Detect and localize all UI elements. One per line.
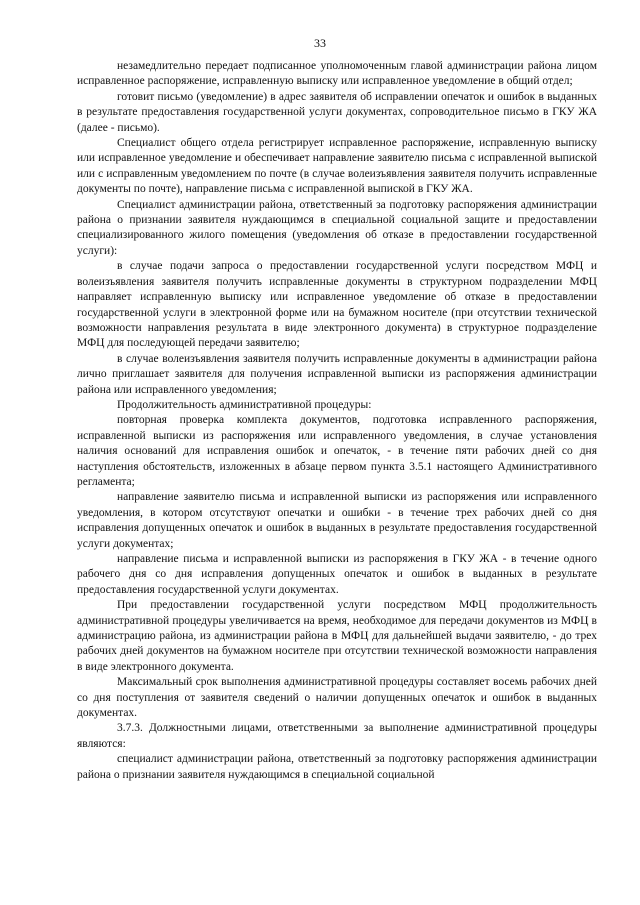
page-number: 33 [314, 36, 326, 50]
paragraph: 3.7.3. Должностными лицами, ответственными за выполнение административной процедуры являются: [77, 722, 597, 750]
paragraph: Максимальный срок выполнения административной процедуры составляет восемь рабочих дней со дня поступления от заявителя сведений о наличии допущенных опечаток и ошибок в выданных документах. [77, 676, 597, 720]
paragraph: Продолжительность административной процедуры: [117, 398, 372, 411]
paragraph: повторная проверка комплекта документов, подготовка исправленного распоряжения, исправленной выписки из распоряжения или исправленного уведомления, в случае установления наличия оснований для исправления ошибок и опечаток, - в течение пяти рабочих дней со дня наступления обстоятельств, изложенных в абзаце первом пункта 3.5.1 настоящего Административного регламента; [77, 414, 597, 488]
paragraph: незамедлительно передает подписанное уполномоченным главой администрации района лицом исправленное распоряжение, исправленную выписку или исправленное уведомление в общий отдел; [77, 60, 597, 88]
paragraph: готовит письмо (уведомление) в адрес заявителя об исправлении опечаток и ошибок в выданных в результате предоставления государственной услуги документах, сопроводительное письмо в ГКУ ЖА (далее - письмо). [77, 90, 597, 134]
paragraph: Специалист администрации района, ответственный за подготовку распоряжения администрации района о признании заявителя нуждающимся в специальной социальной защите и предоставлении специализированного жилого помещения (уведомления об отказе в предоставлении государственной услуги): [77, 198, 597, 257]
paragraph: в случае подачи запроса о предоставлении государственной услуги посредством МФЦ и волеизъявления заявителя получить исправленные документы в структурном подразделении МФЦ направляет исправленную выписку или исправленное уведомление об отказе в предоставлении государственной услуги в электронной форме или на бумажном носителе (при отсутствии технической возможности направления результата в виде электронного документа) в структурное подразделение МФЦ для последующей передачи заявителю; [77, 260, 597, 350]
paragraph: специалист администрации района, ответственный за подготовку распоряжения администрации района о признании заявителя нуждающимся в специальной социальной [77, 753, 597, 781]
paragraph: направление заявителю письма и исправленной выписки из распоряжения или исправленного уведомления, в котором отсутствуют опечатки и ошибки - в течение трех рабочих дней со дня исправления допущенных опечаток и ошибок в выданных в результате предоставления государственной услуги документах; [77, 491, 597, 550]
document-body [77, 59, 597, 783]
paragraph: направление письма и исправленной выписки из распоряжения в ГКУ ЖА - в течение одного рабочего дня со дня исправления допущенных опечаток и ошибок в выданных в результате предоставления государственной услуги документах. [77, 553, 597, 596]
paragraph: в случае волеизъявления заявителя получить исправленные документы в администрации района лично приглашает заявителя для получения исправленной выписки из распоряжения администрации района или исправленного уведомления; [77, 352, 597, 396]
paragraph: При предоставлении государственной услуги посредством МФЦ продолжительность административной процедуры увеличивается на время, необходимое для передачи документов из МФЦ в администрацию района, из администрации района в МФЦ для дальнейшей выдачи заявителю, - до трех рабочих дней документов на бумажном носителе при отсутствии технической возможности направления в виде электронного документа. [77, 599, 597, 673]
paragraph: Специалист общего отдела регистрирует исправленное распоряжение, исправленную выписку или исправленное уведомление и обеспечивает направление заявителю письма с исправленной выпиской или с исправленным уведомлением по почте (в случае волеизъявления заявителя получить исправленные документы по почте), направление письма с исправленной выпиской в ГКУ ЖА. [77, 137, 597, 196]
